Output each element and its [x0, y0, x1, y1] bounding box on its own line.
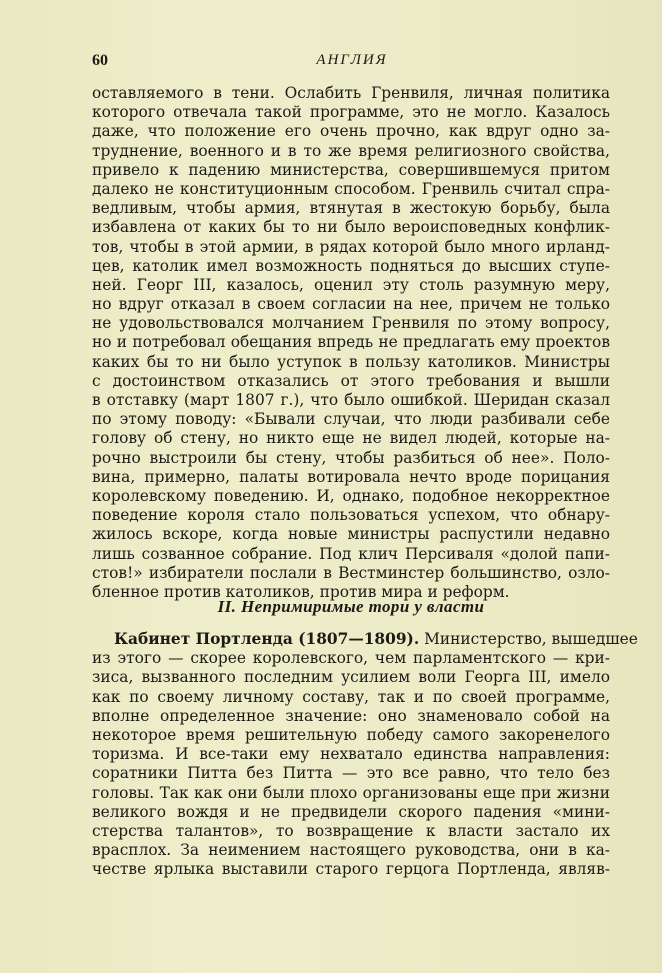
text-line: труднение, военного и в то же время религиозного свойства,	[92, 141, 610, 160]
paragraph-continued	[92, 84, 610, 602]
text-line-rest: Министерство, вышедшее	[419, 630, 638, 648]
text-line: поведение короля стало пользоваться успехом, что обнару-	[92, 506, 610, 525]
text-line: вина, примерно, палаты вотировала нечто вроде порицания	[92, 467, 610, 486]
text-line: привело к падению министерства, совершившемуся притом	[92, 160, 610, 179]
text-line: зиса, вызванного последним усилием воли Георга III, имело	[92, 668, 610, 687]
text-line: головы. Так как они были плохо организованы еще при жизни	[92, 783, 610, 802]
text-line: стов!» избиратели послали в Вестминстер большинство, озло-	[92, 563, 610, 582]
text-line: по этому поводу: «Бывали случаи, что люди разбивали себе	[92, 410, 610, 429]
text-line: не удовольствовался молчанием Гренвиля по этому вопросу,	[92, 314, 610, 333]
text-line: голову об стену, но никто еще не видел людей, которые на-	[92, 429, 610, 448]
text-line: но вдруг отказал в своем согласии на нее, причем не только	[92, 295, 610, 314]
page-header	[92, 52, 612, 76]
text-line: честве ярлыка выставили старого герцога Портленда, являв-	[92, 860, 610, 879]
text-line: торизма. И все-таки ему нехватало единства направления:	[92, 745, 610, 764]
text-line: тов, чтобы в этой армии, в рядах которой было много ирланд-	[92, 237, 610, 256]
text-line: как по своему личному составу, так и по своей программе,	[92, 687, 610, 706]
paragraph-portland-cabinet	[92, 630, 638, 879]
run-in-heading: Кабинет Портленда (1807—1809).	[114, 630, 420, 648]
text-line-first	[92, 630, 638, 649]
text-line: с достоинством отказались от этого требования и вышли	[92, 371, 610, 390]
text-line: бленное против католиков, против мира и реформ.	[92, 582, 510, 601]
running-head: АНГЛИЯ	[316, 52, 388, 68]
text-line: даже, что положение его очень прочно, как вдруг одно за-	[92, 122, 610, 141]
text-line: врасплох. За неимением настоящего руководства, они в ка-	[92, 841, 610, 860]
text-line: избавлена от каких бы то ни было вероисповедных конфлик-	[92, 218, 610, 237]
text-line: которого отвечала такой программе, это не могло. Казалось	[92, 103, 610, 122]
text-line: стерства талантов», то возвращение к власти застало их	[92, 821, 610, 840]
text-line: цев, католик имел возможность подняться до высших ступе-	[92, 256, 610, 275]
text-line: некоторое время решительную победу самого закоренелого	[92, 725, 610, 744]
text-line: королевскому поведению. И, однако, подобное некорректное	[92, 486, 610, 505]
text-line: вполне определенное значение: оно знаменовало собой на	[92, 706, 610, 725]
text-line: из этого — скорее королевского, чем парламентского — кри-	[92, 649, 610, 668]
text-line: далеко не конституционным способом. Гренвиль считал спра-	[92, 179, 610, 198]
text-line: рочно выстроили бы стену, чтобы разбиться об нее». Поло-	[92, 448, 610, 467]
text-line: великого вождя и не предвидели скорого падения «мини-	[92, 802, 610, 821]
text-line: ней. Георг III, казалось, оценил эту столь разумную меру,	[92, 275, 610, 294]
text-line: ведливым, чтобы армия, втянутая в жестокую борьбу, была	[92, 199, 610, 218]
text-line: в отставку (март 1807 г.), что было ошибкой. Шеридан сказал	[92, 391, 610, 409]
page-number: 60	[92, 52, 108, 69]
text-line: каких бы то ни было уступок в пользу католиков. Министры	[92, 352, 610, 371]
text-line: но и потребовал обещания впредь не предлагать ему проектов	[92, 333, 610, 352]
text-line: оставляемого в тени. Ослабить Гренвиля, личная политика	[92, 84, 610, 102]
section-heading: II. Непримиримые тори у власти	[217, 597, 485, 616]
text-line: жилось вскоре, когда новые министры распустили недавно	[92, 525, 610, 544]
text-line: лишь созванное собрание. Под клич Персиваля «долой папи-	[92, 544, 610, 563]
text-line: соратники Питта без Питта — это все равно, что тело без	[92, 764, 610, 783]
